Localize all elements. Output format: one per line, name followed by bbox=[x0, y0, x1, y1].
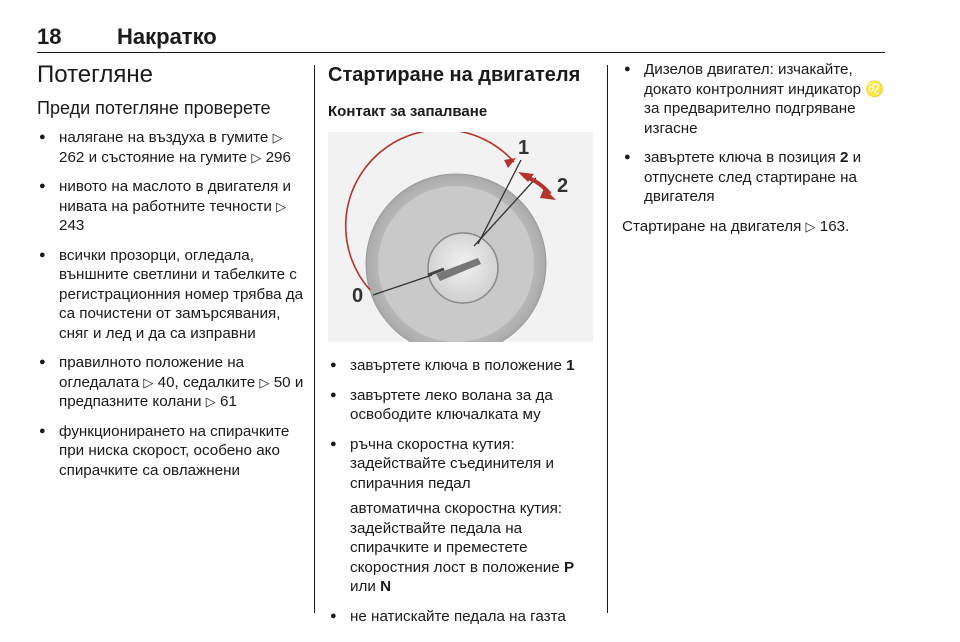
reference-arrow-icon[interactable]: ▷ bbox=[205, 394, 216, 409]
cross-reference: Стартиране на двигателя ▷ 163. bbox=[622, 217, 850, 235]
reference-arrow-icon[interactable]: ▷ bbox=[805, 218, 816, 234]
list-item: ● завъртете леко волана за да освободите ключалката му bbox=[328, 386, 593, 425]
reference-arrow-icon[interactable]: ▷ bbox=[276, 198, 287, 214]
page-reference[interactable]: 262 bbox=[59, 148, 85, 166]
page-reference[interactable]: 243 bbox=[59, 217, 85, 234]
page-number: 18 bbox=[37, 24, 62, 49]
list-item: ● завъртете ключа в положение 1 bbox=[328, 356, 593, 376]
list-item: ● правилното положение на огледалата ▷ 40, седалките ▷ 50 и предпазните колани ▷ 61 bbox=[37, 353, 305, 412]
section-subtitle: Контакт за запалване bbox=[328, 103, 488, 120]
list-item: ● Дизелов двигател: изчакайте, докато контролният индикатор ♌ за предварително подгряване изгасне bbox=[622, 60, 887, 138]
reference-arrow-icon[interactable]: ▷ bbox=[143, 374, 154, 390]
page-reference[interactable]: 296 bbox=[265, 148, 291, 166]
right-column bbox=[622, 60, 887, 244]
automatic-note: автоматична скоростна кутия: задействайте педала на спирачките и преместете скоростния лост в положение P или N bbox=[350, 500, 575, 595]
start-steps bbox=[328, 356, 593, 626]
list-item: ● ръчна скоростна кутия: задействайте съединителя и спирачния педал автоматична скоростна кутия: задействайте педала на спирачките и преместете скоростния лост в положение P или N bbox=[328, 435, 593, 597]
page-title: Накратко bbox=[117, 24, 217, 49]
list-item: ● налягане на въздуха в гумите ▷ 262 и състояние на гумите ▷ 296 bbox=[37, 128, 305, 167]
reference-arrow-icon[interactable]: ▷ bbox=[259, 374, 270, 390]
page-reference[interactable]: 40 bbox=[157, 373, 175, 391]
section-title: Стартиране на двигателя bbox=[328, 64, 581, 86]
column-divider-1 bbox=[314, 65, 315, 613]
position-label-0: 0 bbox=[352, 285, 364, 307]
section-subtitle: Преди потегляне проверете bbox=[37, 98, 271, 118]
list-item: ● нивото на маслото в двигателя и нивата на работните течности ▷ 243 bbox=[37, 177, 305, 236]
checklist bbox=[37, 128, 305, 480]
list-item: ● не натискайте педала на газта bbox=[328, 607, 593, 627]
section-title: Потегляне bbox=[37, 61, 153, 88]
column-divider-2 bbox=[607, 65, 608, 613]
reference-arrow-icon[interactable]: ▷ bbox=[251, 149, 262, 165]
glow-plug-icon: ♌ bbox=[865, 80, 885, 98]
page-reference[interactable]: 163. bbox=[819, 217, 850, 235]
middle-column bbox=[328, 60, 593, 636]
list-item: ● функционирането на спирачките при ниска скорост, особено ако спирачките са овлажнени bbox=[37, 422, 305, 481]
left-column bbox=[37, 60, 305, 490]
start-steps-continued bbox=[622, 60, 887, 207]
page-reference[interactable]: 61 bbox=[220, 393, 237, 410]
position-label-1: 1 bbox=[518, 137, 530, 159]
page-reference[interactable]: 50 bbox=[273, 373, 291, 391]
position-label-2: 2 bbox=[557, 175, 569, 197]
header-rule bbox=[37, 52, 885, 53]
list-item: ● всички прозорци, огледала, външните светлини и табелките с регистрационния номер трябва да са почистени от замърсявания, сняг и лед и да са изправни bbox=[37, 246, 305, 344]
reference-arrow-icon[interactable]: ▷ bbox=[272, 130, 283, 145]
ignition-switch-figure bbox=[328, 132, 593, 342]
ignition-switch-illustration bbox=[328, 132, 593, 342]
list-item: ● завъртете ключа в позиция 2 и отпуснете след стартиране на двигателя bbox=[622, 148, 887, 207]
